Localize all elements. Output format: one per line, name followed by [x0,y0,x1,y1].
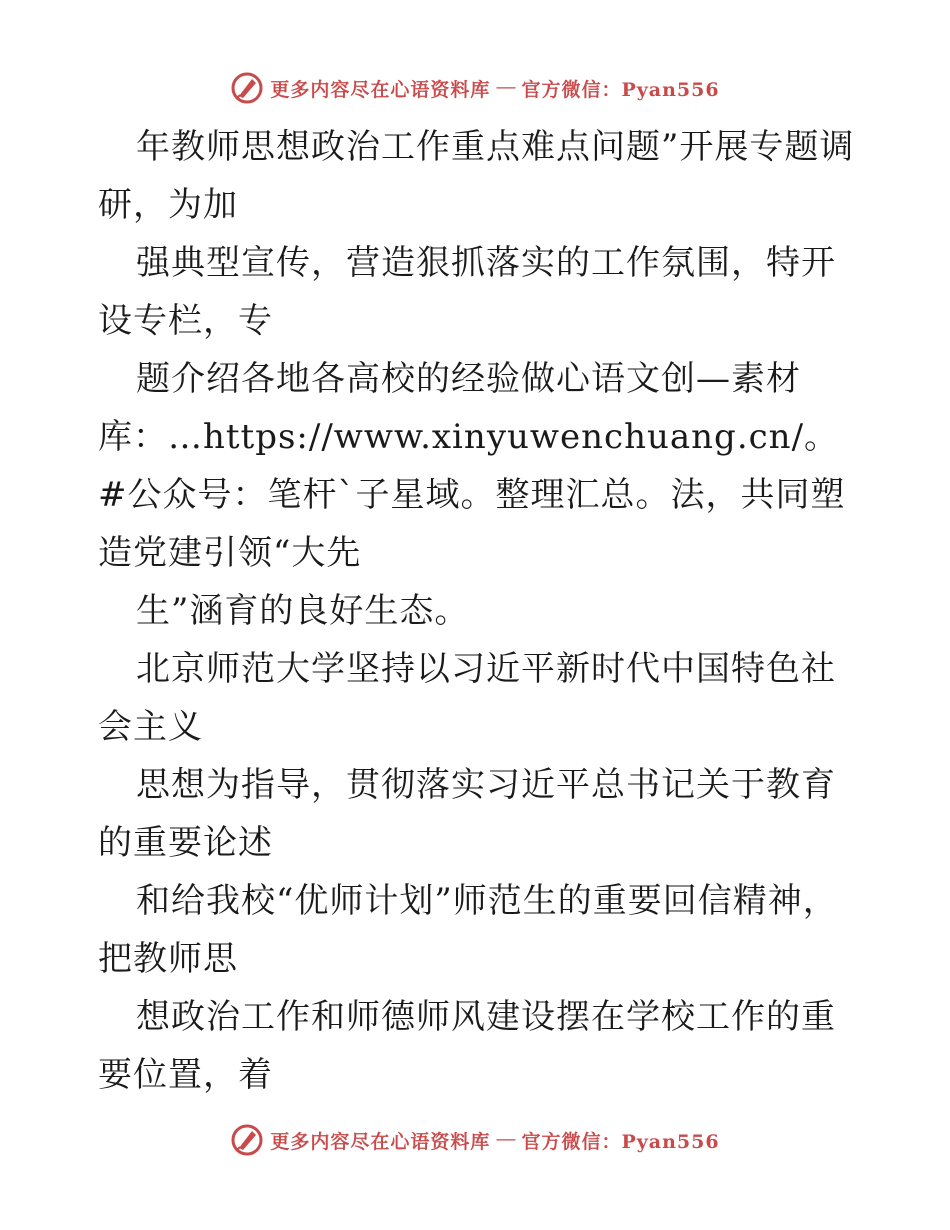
paragraph: 北京师范大学坚持以习近平新时代中国特色社会主义 [98,649,836,747]
paragraph: 强典型宣传，营造狠抓落实的工作氛围，特开设专栏，专 [98,243,836,341]
paragraph: 题介绍各地各高校的经验做心语文创—素材库：…https://www.xinyuwenchuang.cn/。#公众号：笔杆`子星域。整理汇总。法，共同塑造党建引领“大先 [98,359,846,573]
paragraph: 年教师思想政治工作重点难点问题”开展专题调研，为加 [98,127,855,225]
quill-logo-icon [230,1123,264,1157]
banner-dash: — [496,1129,516,1150]
banner-dash: — [496,77,516,98]
banner-brand-text: 更多内容尽在心语资料库 [270,1130,491,1153]
quill-logo-icon [230,71,264,105]
banner-contact-text: 官方微信：Pyan556 [521,1130,720,1153]
banner-contact-text: 官方微信：Pyan556 [521,78,720,101]
footer-banner [0,1122,950,1158]
paragraph: 思想为指导，贯彻落实习近平总书记关于教育的重要论述 [98,765,836,863]
paragraph: 和给我校“优师计划”师范生的重要回信精神，把教师思 [98,881,838,979]
paragraph: 想政治工作和师德师风建设摆在学校工作的重要位置，着 [98,997,836,1095]
banner-brand-text: 更多内容尽在心语资料库 [270,78,491,101]
paragraph: 生”涵育的良好生态。 [136,591,470,631]
document-body [98,118,858,1104]
header-banner [0,70,950,106]
